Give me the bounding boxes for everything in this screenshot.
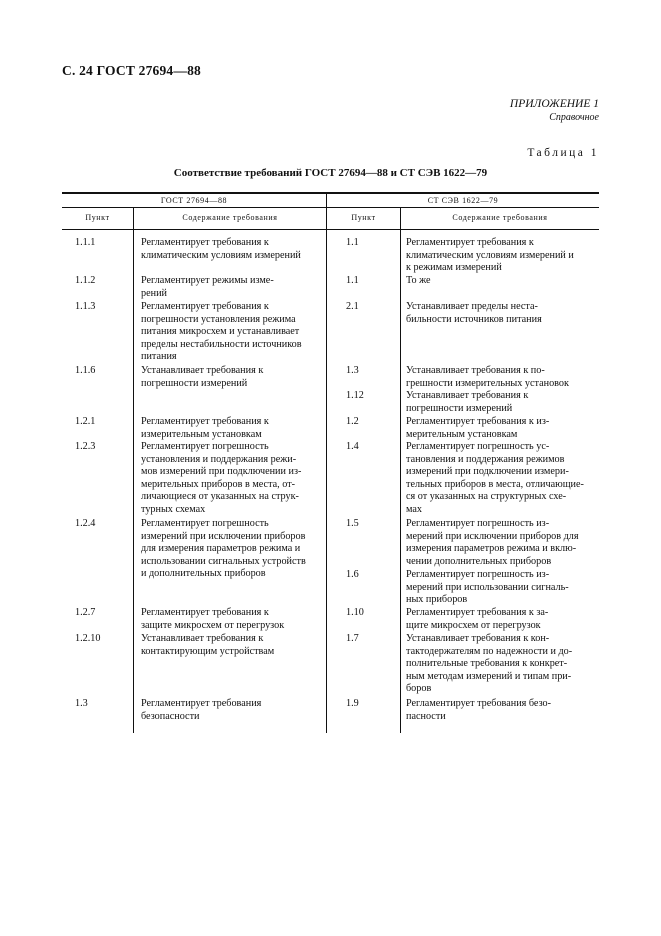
left-requirement-cell: Регламентирует требования к измерительным установкам [141, 416, 269, 440]
right-requirement-cell: Регламентирует требования к из- мерительным установкам [406, 416, 550, 440]
left-requirement-cell: Регламентирует требования безопасности [141, 698, 262, 722]
left-requirement-cell: Регламентирует требования к климатическим условиям измерений [141, 237, 301, 261]
left-punkt-cell: 1.2.1 [75, 416, 96, 427]
right-requirement-cell: Регламентирует требования к за- щите микросхем от перегрузок [406, 607, 549, 631]
left-punkt-cell: 1.2.10 [75, 633, 101, 644]
appendix-subtitle: Справочное [549, 112, 599, 123]
table-top-rule [62, 192, 599, 194]
group-header-rule [62, 207, 599, 208]
left-punkt-header: Пункт [85, 213, 110, 222]
column-header-rule [62, 229, 599, 230]
appendix-label [510, 98, 599, 124]
right-requirement-cell: Устанавливает требования к погрешности измерений [406, 390, 529, 414]
right-punkt-cell: 1.1 [346, 275, 359, 286]
right-group-header: СТ СЭВ 1622—79 [427, 196, 499, 205]
right-requirement-cell: Регламентирует погрешность ус- тановления и поддержания режимов измерений при подключении измери- тельных приборов в места, отличающие- ся от указанных на структурных схе- мах [406, 441, 584, 515]
center-divider [326, 193, 327, 733]
left-punkt-cell: 1.2.4 [75, 518, 96, 529]
left-punkt-cell: 1.1.6 [75, 365, 96, 376]
left-requirement-cell: Регламентирует требования к защите микросхем от перегрузок [141, 607, 285, 631]
right-requirement-cell: То же [406, 275, 431, 286]
right-punkt-cell: 1.4 [346, 441, 359, 452]
right-punkt-cell: 1.3 [346, 365, 359, 376]
right-punkt-cell: 1.10 [346, 607, 364, 618]
left-group-header: ГОСТ 27694—88 [160, 196, 228, 205]
right-punkt-cell: 1.12 [346, 390, 364, 401]
right-punkt-cell: 1.6 [346, 569, 359, 580]
left-requirement-cell: Регламентирует погрешность измерений при исключении приборов для измерения параметров режима и использовании сигнальных устройств и дополнительных приборов [141, 518, 306, 580]
left-punkt-cell: 1.1.3 [75, 301, 96, 312]
left-punkt-cell: 1.1.2 [75, 275, 96, 286]
right-requirement-cell: Регламентирует требования к климатическим условиям измерений и к режимам измерений [406, 237, 574, 274]
right-punkt-cell: 1.9 [346, 698, 359, 709]
right-requirement-cell: Устанавливает пределы неста- бильности источников питания [406, 301, 542, 325]
appendix-title: ПРИЛОЖЕНИЕ 1 [509, 98, 599, 110]
right-punkt-cell: 1.5 [346, 518, 359, 529]
right-punkt-cell: 1.1 [346, 237, 359, 248]
table-title: Соответствие требований ГОСТ 27694—88 и СТ СЭВ 1622—79 [173, 167, 488, 179]
left-requirement-cell: Устанавливает требования к погрешности измерений [141, 365, 264, 389]
left-requirement-cell: Регламентирует требования к погрешности установления режима питания микросхем и устанавливает пределы нестабильности источников питания [141, 301, 302, 363]
left-requirement-cell: Регламентирует погрешность установления и поддержания режи- мов измерений при подключении из- мерительных приборов в места, от- личающиеся от указанных на струк- турных схемах [141, 441, 302, 515]
table-number: Таблица 1 [527, 147, 599, 159]
right-requirement-cell: Устанавливает требования к кон- тактодержателям по надежности и до- полнительные требования к конкрет- ным методам измерений и типам при- боров [406, 633, 573, 695]
left-requirement-cell: Устанавливает требования к контактирующим устройствам [141, 633, 275, 657]
right-requirement-cell: Устанавливает требования к по- грешности измерительных установок [406, 365, 569, 389]
right-punkt-header: Пункт [351, 213, 376, 222]
page-header: С. 24 ГОСТ 27694—88 [62, 63, 201, 78]
right-requirement-cell: Регламентирует погрешность из- мерений при использовании сигналь- ных приборов [406, 569, 569, 606]
right-punkt-cell: 1.2 [346, 416, 359, 427]
left-requirement-cell: Регламентирует режимы изме- рений [141, 275, 274, 299]
left-punkt-cell: 1.2.3 [75, 441, 96, 452]
left-punkt-cell: 1.3 [75, 698, 88, 709]
right-punkt-cell: 2.1 [346, 301, 359, 312]
right-requirement-cell: Регламентирует погрешность из- мерений при исключении приборов для измерения параметров режима и вклю- чении дополнительных приборов [406, 518, 579, 567]
left-content-header: Содержание требования [182, 213, 278, 222]
left-punkt-cell: 1.1.1 [75, 237, 96, 248]
right-requirement-cell: Регламентирует требования безо- пасности [406, 698, 552, 722]
left-punkt-cell: 1.2.7 [75, 607, 96, 618]
right-content-header: Содержание требования [452, 213, 548, 222]
right-punkt-cell: 1.7 [346, 633, 359, 644]
